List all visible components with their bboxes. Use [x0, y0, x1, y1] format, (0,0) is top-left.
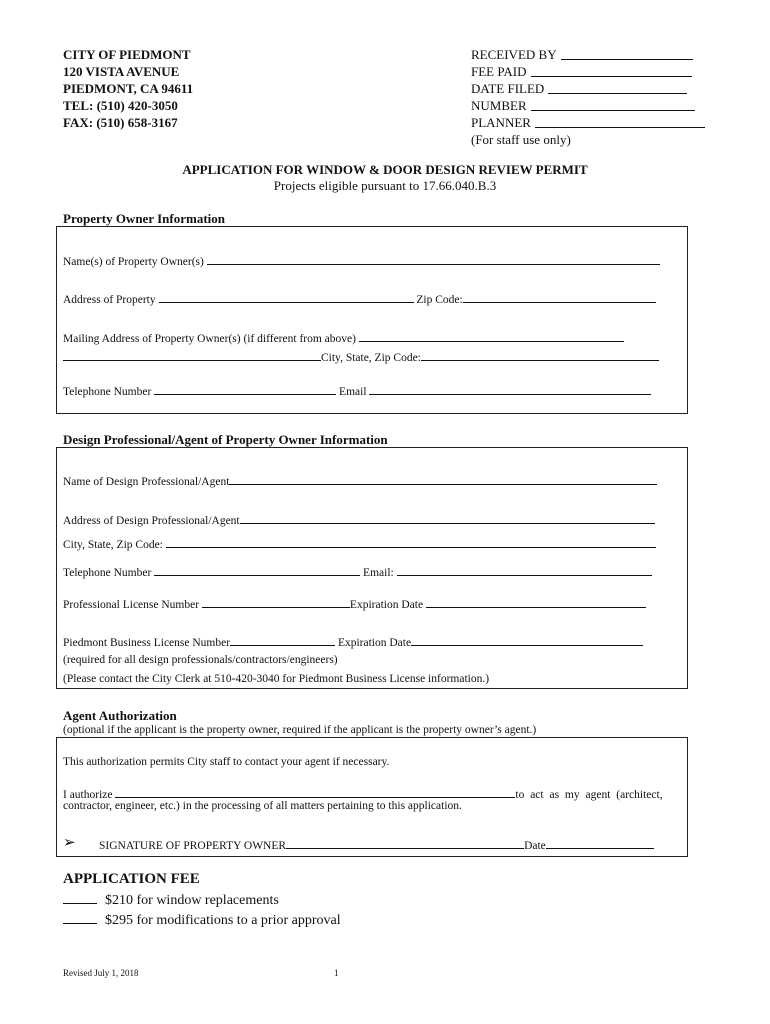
city-name: CITY OF PIEDMONT [63, 47, 191, 62]
fee-window-checkbox[interactable] [63, 891, 97, 904]
page-number: 1 [334, 968, 339, 978]
fee-option-window [63, 891, 279, 909]
city-tel: TEL: (510) 420-3050 [63, 98, 178, 113]
owner-mailing-label: Mailing Address of Property Owner(s) (if different from above) [63, 333, 356, 345]
owner-zip-field[interactable] [463, 291, 656, 303]
agent-city-label: City, State, Zip Code: [63, 539, 163, 551]
owner-zip-label: Zip Code: [416, 294, 463, 306]
owner-city-field[interactable] [421, 349, 659, 361]
city-address-block [63, 46, 193, 131]
date-filed-field[interactable] [548, 80, 687, 94]
staff-use-note: (For staff use only) [471, 132, 571, 147]
owner-phone-label: Telephone Number [63, 386, 152, 398]
date-filed-label: DATE FILED [471, 81, 545, 96]
fee-paid-field[interactable] [531, 63, 692, 77]
owner-mailing-row [63, 330, 624, 345]
auth-continuation: contractor, engineer, etc.) in the processing of all matters pertaining to this application. [63, 800, 462, 812]
owner-mailing-field[interactable] [359, 330, 624, 342]
agent-city-field[interactable] [166, 536, 656, 548]
agent-biz-exp-label: Expiration Date [337, 637, 412, 649]
number-label: NUMBER [471, 98, 527, 113]
agent-clerk-note: (Please contact the City Clerk at 510-420-3040 for Piedmont Business License information.) [63, 673, 490, 685]
agent-name-field[interactable] [229, 473, 657, 485]
agent-license-field[interactable] [202, 596, 350, 608]
auth-i-authorize-label: I authorize [63, 789, 113, 801]
form-title: APPLICATION FOR WINDOW & DOOR DESIGN REVIEW PERMIT [182, 162, 588, 177]
agent-required-note: (required for all design professionals/contractors/engineers) [63, 654, 338, 666]
city-city-line: PIEDMONT, CA 94611 [63, 81, 194, 96]
auth-date-label: Date [524, 840, 546, 852]
auth-agent-name-field[interactable] [115, 786, 515, 798]
owner-city-label: City, State, Zip Code: [321, 352, 421, 364]
form-subtitle: Projects eligible pursuant to 17.66.040.B.3 [273, 178, 497, 193]
agent-license-exp-field[interactable] [426, 596, 646, 608]
agent-license-row [63, 596, 646, 611]
agent-biz-license-row [63, 634, 643, 649]
auth-section-heading: Agent Authorization [63, 708, 177, 723]
agent-license-exp-label: Expiration Date [349, 599, 424, 611]
agent-license-label: Professional License Number [63, 599, 200, 611]
auth-date-field[interactable] [546, 837, 654, 849]
auth-subheading: (optional if the applicant is the property owner, required if the applicant is the property owner’s agent.) [63, 724, 537, 736]
staff-use-block [471, 46, 705, 148]
agent-phone-row [63, 564, 652, 579]
received-by-label: RECEIVED BY [471, 47, 557, 62]
agent-biz-license-field[interactable] [230, 634, 335, 646]
fee-option-modification [63, 911, 341, 929]
fee-window-label: $210 for window replacements [105, 893, 279, 908]
fee-heading: APPLICATION FEE [63, 871, 200, 887]
agent-section-heading: Design Professional/Agent of Property Owner Information [63, 432, 388, 447]
planner-field[interactable] [535, 114, 705, 128]
auth-signature-label: SIGNATURE OF PROPERTY OWNER [99, 840, 287, 852]
received-by-field[interactable] [561, 46, 693, 60]
fee-modification-label: $295 for modifications to a prior approval [105, 913, 341, 928]
agent-email-field[interactable] [397, 564, 652, 576]
owner-address-label: Address of Property [63, 294, 156, 306]
agent-address-row [63, 512, 655, 527]
agent-address-label: Address of Design Professional/Agent [63, 515, 240, 527]
agent-city-row [63, 536, 656, 551]
auth-statement: This authorization permits City staff to contact your agent if necessary. [63, 756, 390, 768]
owner-names-row [63, 253, 660, 268]
agent-name-row [63, 473, 657, 488]
agent-address-field[interactable] [240, 512, 655, 524]
number-field[interactable] [531, 97, 695, 111]
auth-authorize-row [63, 786, 663, 801]
owner-email-label: Email [339, 386, 367, 398]
agent-name-label: Name of Design Professional/Agent [63, 476, 230, 488]
revision-date: Revised July 1, 2018 [63, 968, 139, 978]
fee-modification-checkbox[interactable] [63, 911, 97, 924]
owner-names-field[interactable] [207, 253, 660, 265]
owner-mailing-field-2[interactable] [63, 349, 321, 361]
agent-phone-field[interactable] [154, 564, 360, 576]
agent-email-label: Email: [363, 567, 394, 579]
owner-address-field[interactable] [159, 291, 414, 303]
auth-signature-field[interactable] [286, 837, 524, 849]
auth-to-act-label: to act as my agent (architect, [515, 789, 663, 801]
owner-names-label: Name(s) of Property Owner(s) [63, 256, 204, 268]
owner-phone-row [63, 383, 651, 398]
owner-city-row [63, 349, 659, 364]
owner-address-row [63, 291, 656, 306]
city-street: 120 VISTA AVENUE [63, 64, 180, 79]
owner-section-heading: Property Owner Information [63, 211, 225, 226]
agent-biz-license-label: Piedmont Business License Number [63, 637, 231, 649]
city-fax: FAX: (510) 658-3167 [63, 115, 178, 130]
agent-phone-label: Telephone Number [63, 567, 152, 579]
arrow-icon: ➢ [63, 835, 76, 851]
owner-phone-field[interactable] [154, 383, 336, 395]
auth-signature-row [99, 837, 654, 852]
agent-biz-exp-field[interactable] [411, 634, 643, 646]
owner-email-field[interactable] [369, 383, 651, 395]
fee-paid-label: FEE PAID [471, 64, 527, 79]
planner-label: PLANNER [471, 115, 531, 130]
